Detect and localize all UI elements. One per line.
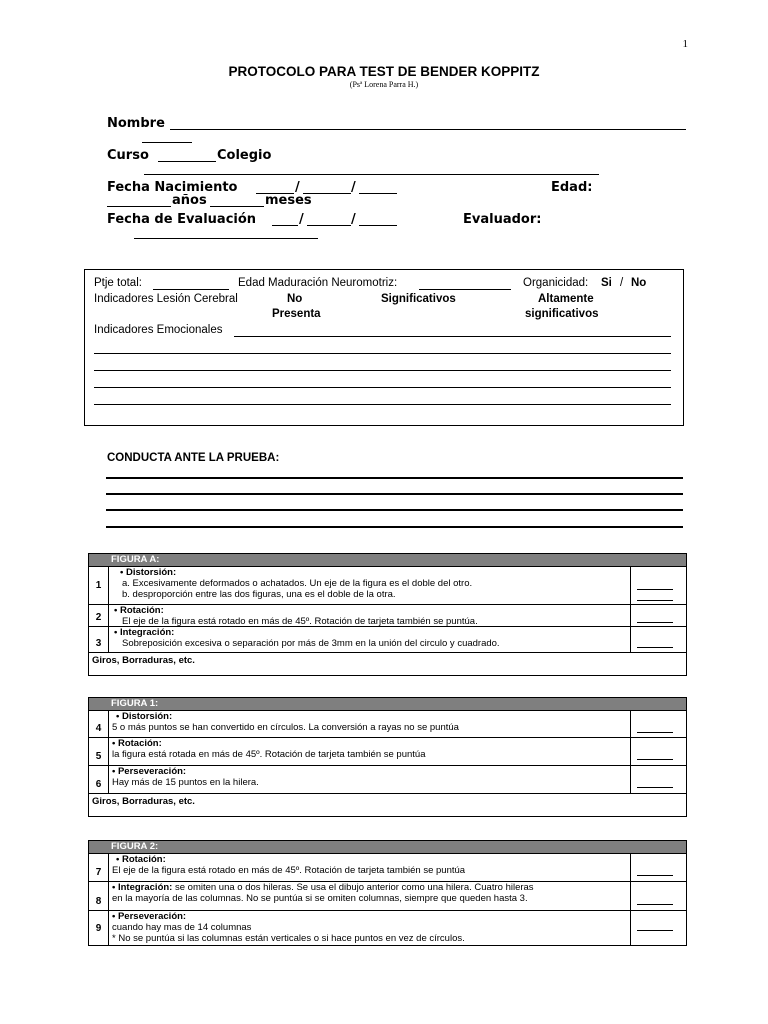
score-cell[interactable] <box>630 738 686 765</box>
item-heading: Perseveración: <box>117 766 187 777</box>
item-text: • Distorsión: 5 o más puntos se han convertido en círculos. La conversión a rayas no se puntúa <box>109 711 630 737</box>
table-row <box>89 567 686 605</box>
nombre-field[interactable] <box>170 129 686 130</box>
table-row <box>89 738 686 766</box>
item-number: 8 <box>89 882 109 910</box>
item-number: 5 <box>89 738 109 765</box>
nombre-field-continued[interactable] <box>142 142 192 143</box>
score-cell[interactable] <box>630 711 686 737</box>
item-line: * No se puntúa si las columnas están verticales o si hace puntos en vez de círculos. <box>112 933 465 945</box>
figura-2-header: FIGURA 2: <box>89 841 686 854</box>
item-text: • Integración: se omiten una o dos hileras. Se usa el dibujo anterior como una hilera. Cuatro hileras en la mayoría de las columnas. No se puntúa si se omiten columnas, siempre que queden hasta 3. <box>109 882 630 910</box>
score-line[interactable] <box>637 600 673 601</box>
item-line: a. Excesivamente deformados o achatados. Un eje de la figura es el doble del otro. <box>122 578 473 590</box>
colegio-field[interactable] <box>144 174 599 175</box>
item-heading: Rotación: <box>117 738 162 749</box>
table-row <box>89 711 686 738</box>
organicidad-si[interactable]: Si <box>601 277 612 289</box>
document-subtitle: (Psª Lorena Parra H.) <box>349 80 419 89</box>
fecha-nacimiento-label: Fecha Nacimiento <box>107 180 238 195</box>
eval-year-field[interactable] <box>359 225 397 226</box>
item-line: Hay más de 15 puntos en la hilera. <box>112 777 259 789</box>
item-text: • Distorsión: a. Excesivamente deformados o achatados. Un eje de la figura es el doble del otro. b. desproporción entre las dos figuras, una es el doble de la otra. <box>109 567 630 604</box>
option-significativos[interactable]: Significativos <box>381 293 456 305</box>
evaluador-label: Evaluador: <box>463 212 542 227</box>
item-line: El eje de la figura está rotado en más de 45º. Rotación de tarjeta también se puntúa. <box>122 616 478 628</box>
score-line[interactable] <box>637 875 673 876</box>
indicadores-lesion-label: Indicadores Lesión Cerebral <box>94 293 238 305</box>
evaluador-field[interactable] <box>134 238 318 239</box>
item-number: 3 <box>89 627 109 652</box>
eval-month-field[interactable] <box>307 225 351 226</box>
figura-1-header: FIGURA 1: <box>89 698 686 711</box>
curso-field[interactable] <box>158 161 216 162</box>
table-row <box>89 911 686 945</box>
score-cell[interactable] <box>630 605 686 626</box>
score-line[interactable] <box>637 589 673 590</box>
nombre-label: Nombre <box>107 116 165 131</box>
score-line[interactable] <box>637 787 673 788</box>
meses-label: meses <box>265 193 312 208</box>
score-line[interactable] <box>637 930 673 931</box>
organicidad-no[interactable]: No <box>631 277 647 289</box>
score-line[interactable] <box>637 622 673 623</box>
emocionales-line[interactable] <box>94 370 671 371</box>
document-title: PROTOCOLO PARA TEST DE BENDER KOPPITZ <box>228 64 540 79</box>
slash: / <box>351 180 356 195</box>
score-line[interactable] <box>637 732 673 733</box>
curso-label: Curso <box>107 148 149 163</box>
item-line: El eje de la figura está rotado en más de 45º. Rotación de tarjeta también se puntúa <box>112 865 466 877</box>
item-text: • Integración: Sobreposición excesiva o separación por más de 3mm en la unión del circulo y cuadrado. <box>109 627 630 652</box>
item-line: b. desproporción entre las dos figuras, una es el doble de la otra. <box>122 589 396 601</box>
emocionales-field[interactable] <box>234 336 671 337</box>
item-text: • Rotación: El eje de la figura está rotado en más de 45º. Rotación de tarjeta también se puntúa. <box>109 605 630 626</box>
item-heading: Rotación: <box>119 605 164 616</box>
anos-label: años <box>172 193 207 208</box>
item-heading: Integración: <box>117 882 173 893</box>
figura-1-table <box>88 697 687 817</box>
figura-2-table <box>88 840 687 946</box>
slash: / <box>351 212 356 227</box>
item-number: 6 <box>89 766 109 793</box>
conducta-line[interactable] <box>106 493 683 495</box>
item-heading: Distorsión: <box>125 567 177 578</box>
item-heading: Rotación: <box>121 854 166 865</box>
item-line: cuando hay mas de 14 columnas <box>112 922 252 934</box>
table-row <box>89 882 686 911</box>
eval-day-field[interactable] <box>272 225 298 226</box>
figura-a-header: FIGURA A: <box>89 554 686 567</box>
option-altamente-cont[interactable]: significativos <box>525 308 599 320</box>
page-number: 1 <box>682 38 688 50</box>
option-altamente[interactable]: Altamente <box>538 293 594 305</box>
slash: / <box>295 180 300 195</box>
table-row <box>89 653 686 675</box>
giros-label: Giros, Borraduras, etc. <box>92 796 195 807</box>
item-line: en la mayoría de las columnas. No se puntúa si se omiten columnas, siempre que queden hasta 3. <box>112 893 528 905</box>
item-number: 4 <box>89 711 109 737</box>
ptje-total-field[interactable] <box>153 289 229 290</box>
score-line[interactable] <box>637 759 673 760</box>
item-heading-rest: se omiten una o dos hileras. Se usa el dibujo anterior como una hilera. Cuatro hileras <box>174 882 534 893</box>
ptje-total-label: Ptje total: <box>94 277 142 289</box>
item-text: • Perseveración: cuando hay mas de 14 columnas * No se puntúa si las columnas están verticales o si hace puntos en vez de círculos. <box>109 911 630 945</box>
emocionales-line[interactable] <box>94 387 671 388</box>
fecha-evaluacion-label: Fecha de Evaluación <box>107 212 257 227</box>
item-line: la figura está rotada en más de 45º. Rotación de tarjeta también se puntúa <box>112 749 426 761</box>
score-cell[interactable] <box>630 854 686 881</box>
score-cell[interactable] <box>630 766 686 793</box>
score-line[interactable] <box>637 904 673 905</box>
organicidad-separator: / <box>620 277 624 289</box>
score-cell[interactable] <box>630 567 686 604</box>
table-row <box>89 766 686 794</box>
score-cell[interactable] <box>630 627 686 652</box>
conducta-label: CONDUCTA ANTE LA PRUEBA: <box>107 452 280 464</box>
item-heading: Integración: <box>119 627 175 638</box>
table-row <box>89 854 686 882</box>
item-heading: Distorsión: <box>121 711 173 722</box>
item-number: 9 <box>89 911 109 945</box>
edad-anos-field[interactable] <box>107 206 171 207</box>
giros-label: Giros, Borraduras, etc. <box>92 655 195 666</box>
indicadores-emocionales-label: Indicadores Emocionales <box>94 324 223 336</box>
option-no-presenta-cont[interactable]: Presenta <box>272 308 321 320</box>
edad-maduracion-label: Edad Maduración Neuromotriz: <box>238 277 398 289</box>
birth-year-field[interactable] <box>359 193 397 194</box>
item-number: 1 <box>89 567 109 604</box>
conducta-line[interactable] <box>106 509 683 511</box>
item-line: 5 o más puntos se han convertido en círculos. La conversión a rayas no se puntúa <box>112 722 459 734</box>
option-no-presenta[interactable]: No <box>287 293 303 305</box>
item-number: 7 <box>89 854 109 881</box>
table-row <box>89 627 686 653</box>
score-cell[interactable] <box>630 882 686 910</box>
edad-maduracion-field[interactable] <box>419 289 511 290</box>
table-row <box>89 605 686 627</box>
item-text: • Rotación: El eje de la figura está rotado en más de 45º. Rotación de tarjeta también se puntúa <box>109 854 630 881</box>
conducta-line[interactable] <box>106 477 683 479</box>
colegio-label: Colegio <box>217 148 272 163</box>
conducta-line[interactable] <box>106 526 683 528</box>
emocionales-line[interactable] <box>94 353 671 354</box>
table-row <box>89 794 686 816</box>
figura-a-table <box>88 553 687 676</box>
item-heading: Perseveración: <box>117 911 187 922</box>
organicidad-label: Organicidad: <box>523 277 589 289</box>
item-text: • Rotación: la figura está rotada en más de 45º. Rotación de tarjeta también se puntúa <box>109 738 630 765</box>
item-line: Sobreposición excesiva o separación por más de 3mm en la unión del circulo y cuadrado. <box>122 638 500 650</box>
edad-meses-field[interactable] <box>210 206 264 207</box>
score-line[interactable] <box>637 647 673 648</box>
edad-label: Edad: <box>551 180 593 195</box>
slash: / <box>299 212 304 227</box>
score-cell[interactable] <box>630 911 686 945</box>
emocionales-line[interactable] <box>94 404 671 405</box>
item-number: 2 <box>89 605 109 626</box>
item-text: • Perseveración: Hay más de 15 puntos en la hilera. <box>109 766 630 793</box>
